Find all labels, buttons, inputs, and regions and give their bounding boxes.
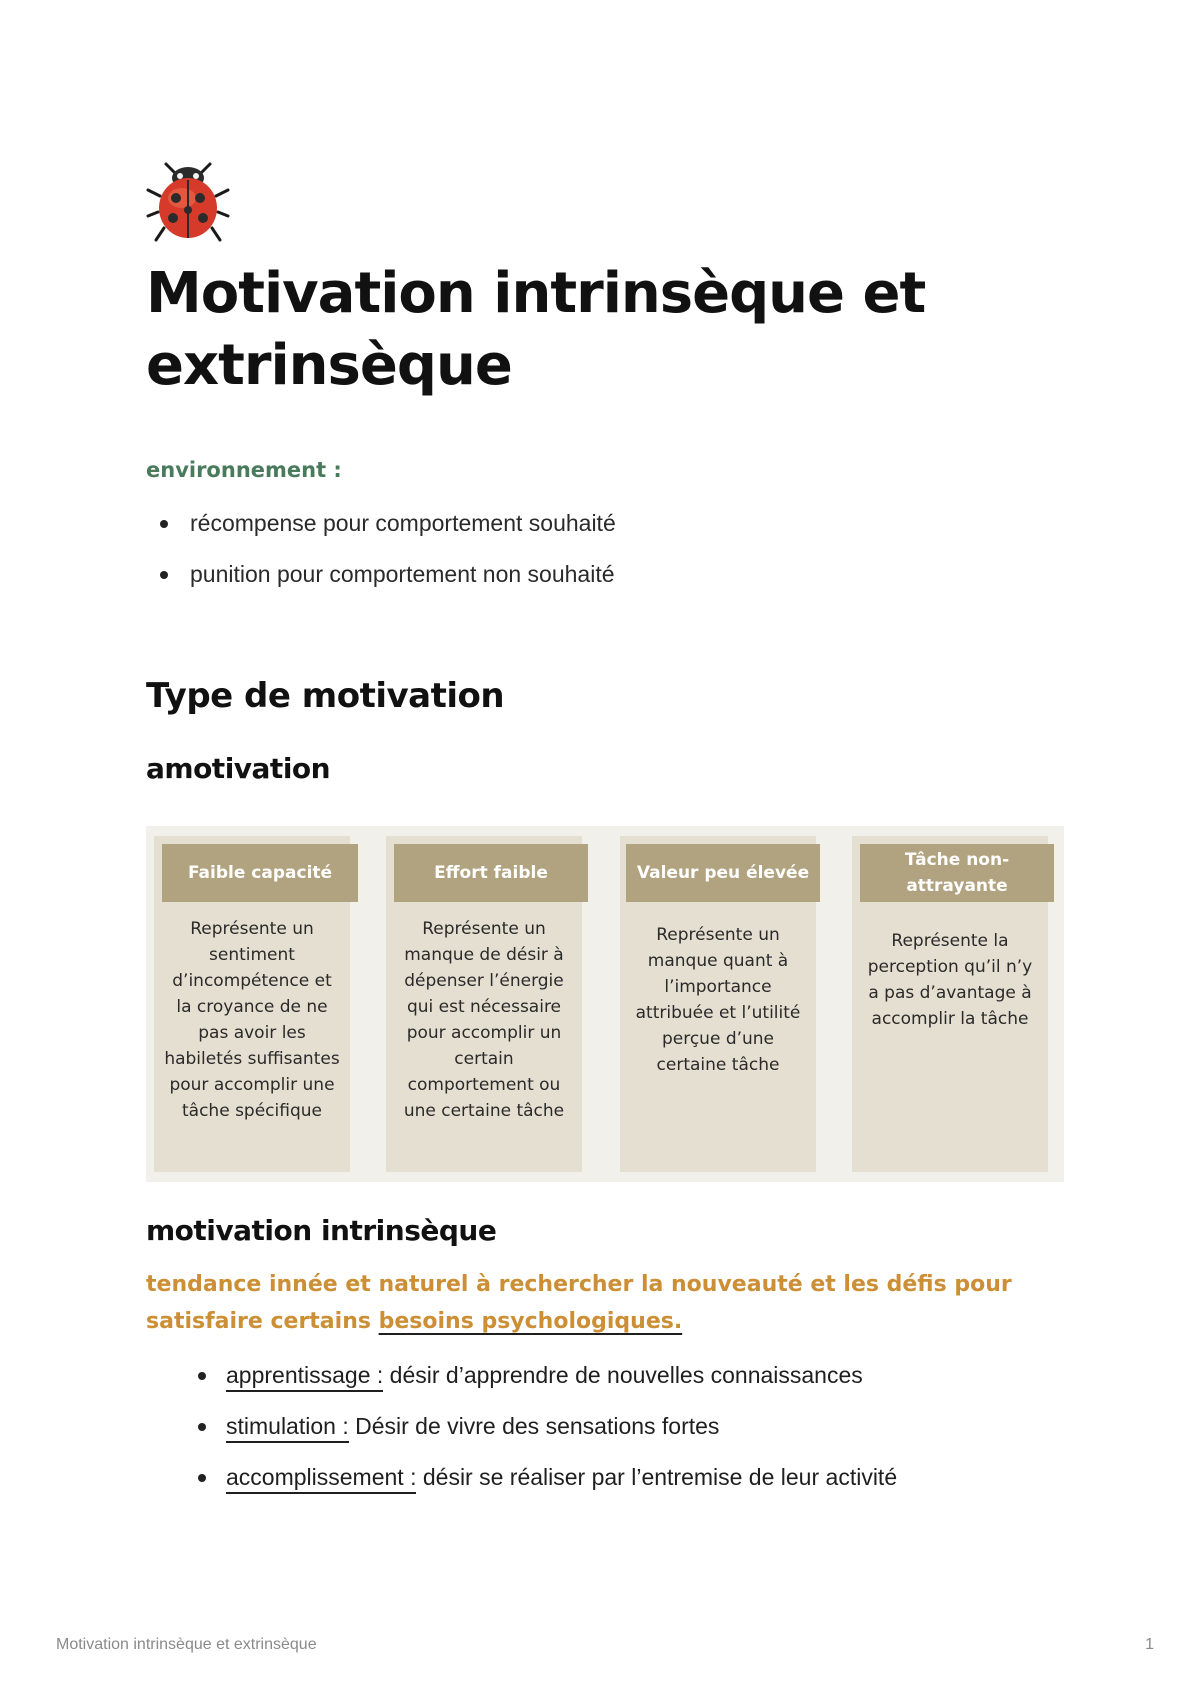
list-item: punition pour comportement non souhaité xyxy=(146,549,616,600)
need-term: stimulation : xyxy=(226,1413,349,1443)
need-desc: désir se réaliser par l’entremise de leur activité xyxy=(416,1464,898,1490)
column-body: Représente un manque quant à l’importance attribuée et l’utilité perçue d’une certaine tâche xyxy=(635,925,801,1075)
need-term: accomplissement : xyxy=(226,1464,416,1494)
column-title: Valeur peu élevée xyxy=(626,844,820,902)
environment-label: environnement : xyxy=(146,458,342,482)
need-term: apprentissage : xyxy=(226,1362,383,1392)
needs-list xyxy=(186,1350,897,1503)
list-item xyxy=(186,1350,897,1401)
list-item: récompense pour comportement souhaité xyxy=(146,498,616,549)
definition-underlined: besoins psychologiques. xyxy=(378,1309,683,1334)
column-title: Tâche non-attrayante xyxy=(860,844,1054,902)
intrinsic-definition xyxy=(146,1266,1026,1340)
intrinsic-heading: motivation intrinsèque xyxy=(146,1214,497,1247)
section-heading: Type de motivation xyxy=(146,676,505,716)
definition-text: tendance innée et naturel à rechercher la nouveauté et les défis pour satisfaire certains xyxy=(146,1272,1012,1334)
diagram-column xyxy=(386,836,582,1172)
column-title: Effort faible xyxy=(394,844,588,902)
diagram-column xyxy=(852,836,1048,1172)
footer-title: Motivation intrinsèque et extrinsèque xyxy=(56,1636,317,1653)
column-title: Faible capacité xyxy=(162,844,358,902)
amotivation-heading: amotivation xyxy=(146,752,331,785)
need-desc: Désir de vivre des sensations fortes xyxy=(348,1413,720,1439)
column-body: Représente la perception qu’il n’y a pas d’avantage à accomplir la tâche xyxy=(867,931,1033,1029)
amotivation-diagram xyxy=(146,826,1064,1182)
diagram-column xyxy=(154,836,350,1172)
ladybug-icon xyxy=(146,160,230,244)
need-desc: désir d’apprendre de nouvelles connaissances xyxy=(383,1362,863,1388)
column-body: Représente un sentiment d’incompétence et la croyance de ne pas avoir les habiletés suffisantes pour accomplir une tâche spécifique xyxy=(164,919,340,1121)
list-item xyxy=(186,1401,897,1452)
list-item xyxy=(186,1452,897,1503)
page-title: Motivation intrinsèque et extrinsèque xyxy=(146,261,926,398)
environment-list xyxy=(146,498,616,600)
diagram-column xyxy=(620,836,816,1172)
page-number: 1 xyxy=(1145,1636,1154,1653)
column-body: Représente un manque de désir à dépenser l’énergie qui est nécessaire pour accomplir un certain comportement ou une certaine tâche xyxy=(403,919,565,1121)
